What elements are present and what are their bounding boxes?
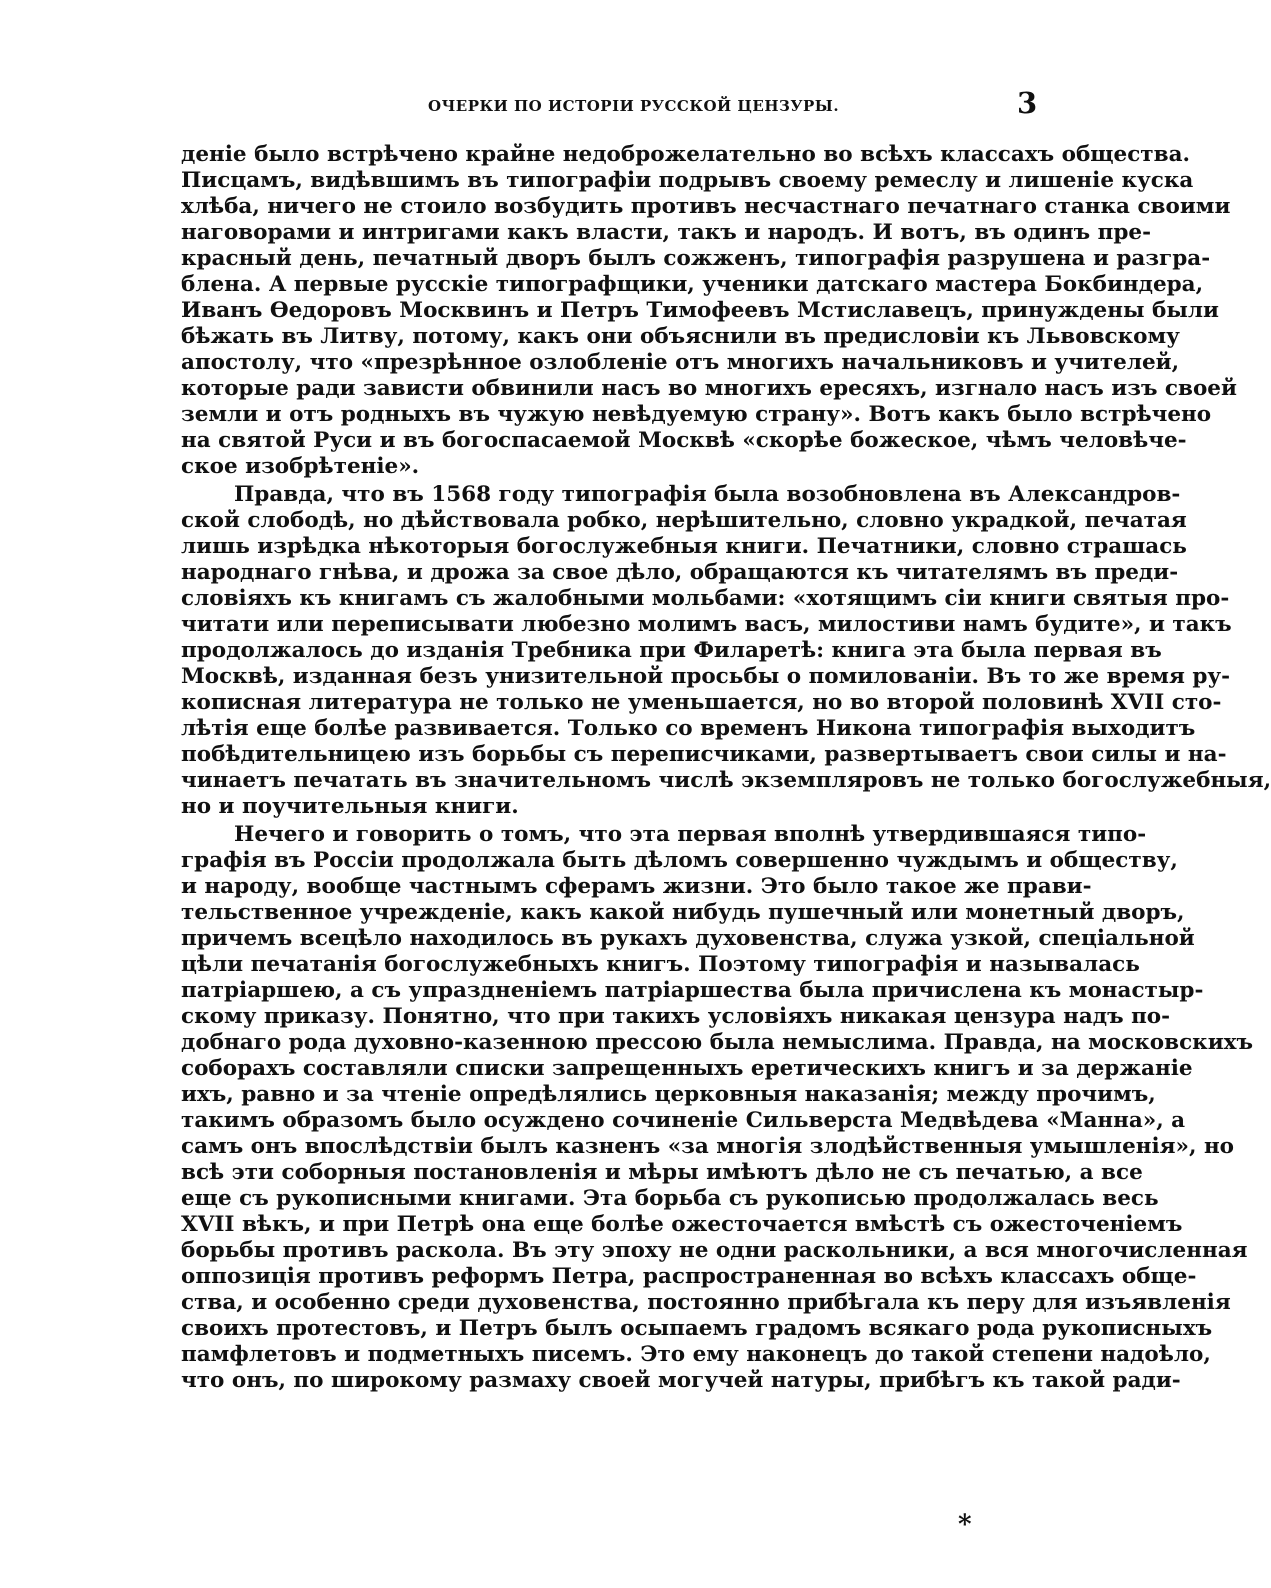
text-line: цѣли печатанія богослужебныхъ книгъ. Поэтому типографія и называлась bbox=[181, 952, 1140, 977]
text-line: тельственное учрежденіе, какъ какой нибудь пушечный или монетный дворъ, bbox=[181, 900, 1185, 925]
text-line: ства, и особенно среди духовенства, постоянно прибѣгала къ перу для изъявленія bbox=[181, 1290, 1231, 1315]
text-line: всѣ эти соборныя постановленія и мѣры имѣютъ дѣло не съ печатью, а все bbox=[181, 1160, 1143, 1185]
text-line: деніе было встрѣчено крайне недоброжелательно во всѣхъ классахъ общества. bbox=[181, 142, 1190, 167]
text-line: блена. А первые русскіе типографщики, ученики датскаго мастера Бокбиндера, bbox=[181, 272, 1204, 297]
text-line: ское изобрѣтеніе». bbox=[181, 454, 420, 479]
text-line: самъ онъ впослѣдствіи былъ казненъ «за многія злодѣйственныя умышленія», но bbox=[181, 1134, 1235, 1159]
text-line: еще съ рукописными книгами. Эта борьба съ рукописью продолжалась весь bbox=[181, 1186, 1159, 1211]
text-line bbox=[181, 1394, 1031, 1420]
text-line: продолжалось до изданія Требника при Филаретѣ: книга эта была первая въ bbox=[181, 638, 1162, 663]
text-line: скому приказу. Понятно, что при такихъ условіяхъ никакая цензура надъ по- bbox=[181, 1004, 1171, 1029]
text-line: и народу, вообще частнымъ сферамъ жизни. Это было такое же прави- bbox=[181, 874, 1092, 899]
text-line: на святой Руси и въ богоспасаемой Москвѣ «скорѣе божеское, чѣмъ человѣче- bbox=[181, 428, 1187, 453]
text-line: XVII вѣкъ, и при Петрѣ она еще болѣе ожесточается вмѣстѣ съ ожесточеніемъ bbox=[181, 1212, 1183, 1237]
text-line: причемъ всецѣло находилось въ рукахъ духовенства, служа узкой, спеціальной bbox=[181, 926, 1195, 951]
text-line: земли и отъ родныхъ въ чужую невѣдуемую страну». Вотъ какъ было встрѣчено bbox=[181, 402, 1212, 427]
text-line: красный день, печатный дворъ былъ сожженъ, типографія разрушена и разгра- bbox=[181, 246, 1211, 271]
text-line: такимъ образомъ было осуждено сочиненіе Сильверста Медвѣдева «Манна», а bbox=[181, 1108, 1186, 1133]
text-line: соборахъ составляли списки запрещенныхъ еретическихъ книгъ и за держаніе bbox=[181, 1056, 1193, 1081]
text-line: бѣжать въ Литву, потому, какъ они объяснили въ предисловіи къ Львовскому bbox=[181, 324, 1180, 349]
text-line: памфлетовъ и подметныхъ писемъ. Это ему наконецъ до такой степени надоѣло, bbox=[181, 1342, 1211, 1367]
text-line: Писцамъ, видѣвшимъ въ типографіи подрывъ своему ремеслу и лишеніе куска bbox=[181, 168, 1194, 193]
text-line: лишь изрѣдка нѣкоторыя богослужебныя книги. Печатники, словно страшась bbox=[181, 534, 1187, 559]
text-line: ихъ, равно и за чтеніе опредѣлялись церковныя наказанія; между прочимъ, bbox=[181, 1082, 1156, 1107]
text-line: Нечего и говорить о томъ, что эта первая вполнѣ утвердившаяся типо- bbox=[234, 822, 1147, 847]
text-line: которые ради зависти обвинили насъ во многихъ ересяхъ, изгнало насъ изъ своей bbox=[181, 376, 1237, 401]
text-line: Правда, что въ 1568 году типографія была возобновлена въ Александров- bbox=[234, 482, 1181, 507]
text-line: борьбы противъ раскола. Въ эту эпоху не одни раскольники, а вся многочисленная bbox=[181, 1238, 1248, 1263]
page-number: 3 bbox=[1017, 86, 1038, 120]
text-line: апостолу, что «презрѣнное озлобленіе отъ многихъ начальниковъ и учителей, bbox=[181, 350, 1180, 375]
text-line: графія въ Россіи продолжала быть дѣломъ совершенно чуждымъ и обществу, bbox=[181, 848, 1178, 873]
text-line: словіяхъ къ книгамъ съ жалобными мольбами: «хотящимъ сіи книги святыя про- bbox=[181, 586, 1230, 611]
text-line: Иванъ Ѳедоровъ Москвинъ и Петръ Тимофеевъ Мстиславецъ, принуждены были bbox=[181, 298, 1220, 323]
text-line: что онъ, по широкому размаху своей могучей натуры, прибѣгъ къ такой ради- bbox=[181, 1368, 1181, 1393]
text-line: ской слободѣ, но дѣйствовала робко, нерѣшительно, словно украдкой, печатая bbox=[181, 508, 1187, 533]
text-line: оппозиція противъ реформъ Петра, распространенная во всѣхъ классахъ обще- bbox=[181, 1264, 1197, 1289]
signature-mark: * bbox=[958, 1510, 972, 1540]
text-line: лѣтія еще болѣе развивается. Только со временъ Никона типографія выходитъ bbox=[181, 716, 1196, 741]
text-line: народнаго гнѣва, и дрожа за свое дѣло, обращаются къ читателямъ въ преди- bbox=[181, 560, 1179, 585]
text-line: хлѣба, ничего не стоило возбудить противъ несчастнаго печатнаго станка своими bbox=[181, 194, 1231, 219]
text-line: добнаго рода духовно-казенною прессою была немыслима. Правда, на московскихъ bbox=[181, 1030, 1253, 1055]
text-line: Москвѣ, изданная безъ унизительной просьбы о помилованіи. Въ то же время ру- bbox=[181, 664, 1231, 689]
text-line: но и поучительныя книги. bbox=[181, 794, 519, 819]
text-line: читати или переписывати любезно молимъ васъ, милостиви намъ будите», и такъ bbox=[181, 612, 1232, 637]
running-title: ОЧЕРКИ ПО ИСТОРІИ РУССКОЙ ЦЕНЗУРЫ. bbox=[428, 97, 840, 115]
text-line: кописная литература не только не уменьшается, но во второй половинѣ XVII сто- bbox=[181, 690, 1222, 715]
text-line: наговорами и интригами какъ власти, такъ и народъ. И вотъ, въ одинъ пре- bbox=[181, 220, 1151, 245]
text-line: патріаршею, а съ упраздненіемъ патріаршества была причислена къ монастыр- bbox=[181, 978, 1204, 1003]
text-line: своихъ протестовъ, и Петръ былъ осыпаемъ градомъ всякаго рода рукописныхъ bbox=[181, 1316, 1213, 1341]
text-line: чинаетъ печатать въ значительномъ числѣ экземпляровъ не только богослужебныя, bbox=[181, 768, 1271, 793]
text-line: побѣдительницею изъ борьбы съ переписчиками, развертываетъ свои силы и на- bbox=[181, 742, 1227, 767]
